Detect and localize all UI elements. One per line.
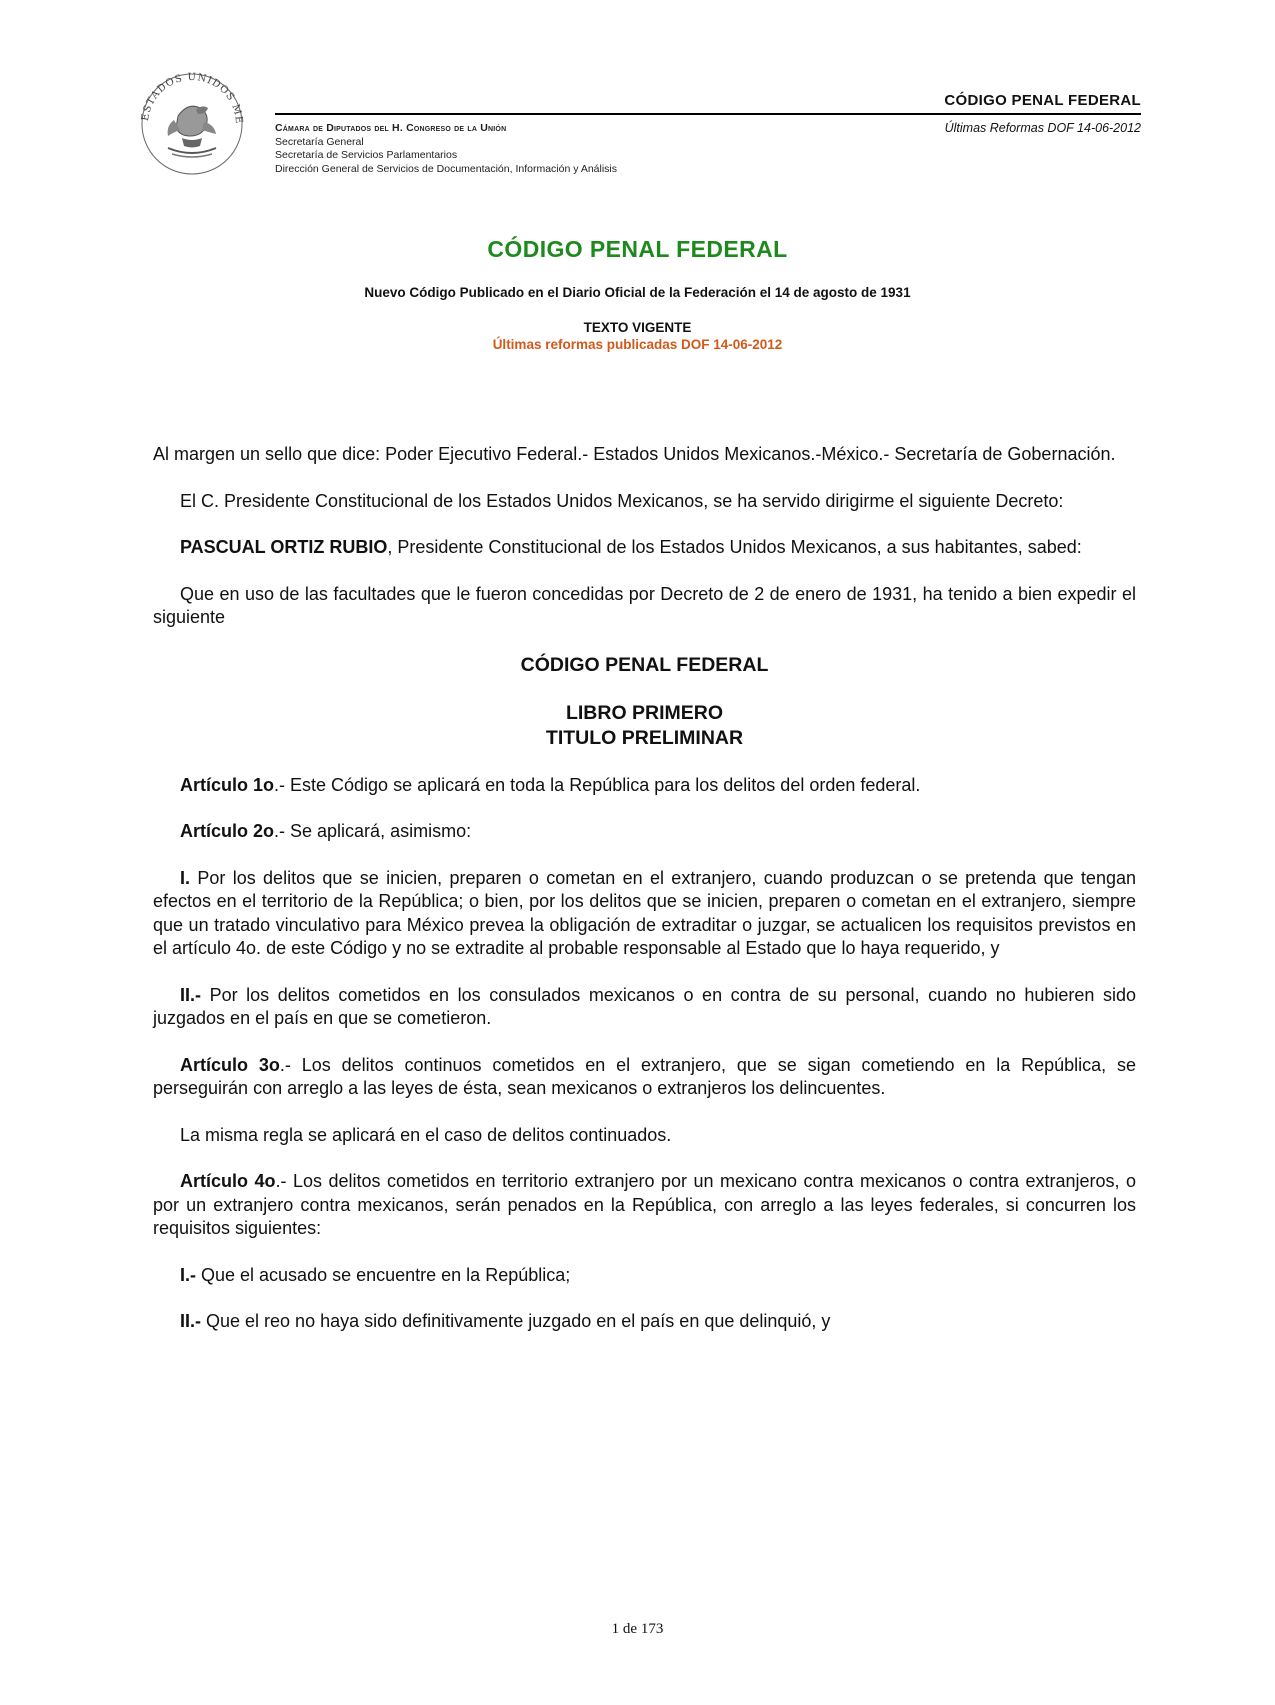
article-lead: Artículo 4o [180, 1171, 276, 1191]
article-lead: Artículo 1o [180, 774, 275, 795]
paragraph: El C. Presidente Constitucional de los Estados Unidos Mexicanos, se ha servido dirigirme el siguiente Decreto: [180, 490, 1064, 511]
article-fraction [153, 1264, 1136, 1288]
institution-line: Secretaría de Servicios Parlamentarios [275, 149, 458, 161]
article [153, 774, 1136, 798]
fraction-text: Por los delitos que se inicien, preparen o cometan en el extranjero, cuando produzcan o se pretenda que tengan efectos en el territorio de la República; o bien, por los delitos que se inicien, preparen o cometan en el extranjero, siempre que un tratado vinculativo para México prevea la obligación de extraditar o juzgar, se actualicen los requisitos previstos en el artículo 4o. de este Código y no se extradite al probable responsable al Estado que lo haya requerido, y [153, 867, 1136, 958]
paragraph-text: , Presidente Constitucional de los Estados Unidos Mexicanos, a sus habitantes, sabed: [387, 537, 1082, 557]
document-body [153, 443, 1136, 1357]
page-number: 1 de 173 [611, 1621, 664, 1637]
section-heading [153, 701, 1136, 751]
seal-ring-text: ESTADOS UNIDOS ME [139, 71, 245, 125]
article-fraction [153, 984, 1136, 1031]
institution-block [275, 122, 617, 176]
document-title: CÓDIGO PENAL FEDERAL [487, 236, 788, 262]
section-heading: CÓDIGO PENAL FEDERAL [520, 653, 769, 676]
status-label: TEXTO VIGENTE [583, 320, 692, 335]
header-title: CÓDIGO PENAL FEDERAL [944, 92, 1141, 109]
article-text: .- Los delitos cometidos en territorio extranjero por un mexicano contra mexicanos o contra extranjeros, o por un extranjero contra mexicanos, serán penados en la República, con arreglo a las leyes federales, si concurren los requisitos siguientes: [153, 1171, 1136, 1238]
article-text: .- Los delitos continuos cometidos en el extranjero, que se sigan cometiendo en la República, se perseguirán con arreglo a las leyes de ésta, sean mexicanos o extranjeros los delincuentes. [153, 1054, 1136, 1098]
fraction-text: Que el acusado se encuentre en la República; [196, 1264, 571, 1285]
article-text: .- Se aplicará, asimismo: [274, 821, 472, 841]
book-heading: LIBRO PRIMERO [565, 701, 724, 724]
header-document-title [944, 92, 1141, 109]
article-lead: Artículo 3o [180, 1054, 280, 1075]
paragraph [153, 536, 1136, 560]
national-seal-logo [138, 70, 246, 178]
title-heading: TITULO PRELIMINAR [545, 726, 744, 749]
title-block [0, 236, 1275, 352]
article [153, 1170, 1136, 1241]
publication-note: Nuevo Código Publicado en el Diario Oficial de la Federación el 14 de agosto de 1931 [364, 285, 911, 300]
article [153, 820, 1136, 844]
article-fraction [153, 867, 1136, 961]
paragraph: Al margen un sello que dice: Poder Ejecutivo Federal.- Estados Unidos Mexicanos.-México.- Secretaría de Gobernación. [153, 444, 1116, 464]
institution-line: Secretaría General [275, 135, 364, 148]
institution-line: Dirección General de Servicios de Documentación, Información y Análisis [275, 162, 617, 175]
fraction-lead: I.- [180, 1264, 196, 1285]
fraction-lead: I. [180, 867, 191, 888]
header-rule [275, 113, 1141, 115]
article [153, 1054, 1136, 1101]
fraction-lead: II.- [180, 1311, 201, 1331]
paragraph-lead: PASCUAL ORTIZ RUBIO [180, 537, 388, 557]
fraction-text: Por los delitos cometidos en los consulados mexicanos o en contra de su personal, cuando no hubieren sido juzgados en el país en que se cometieron. [153, 984, 1136, 1028]
paragraph: Que en uso de las facultades que le fueron concedidas por Decreto de 2 de enero de 1931, ha tenido a bien expedir el siguiente [153, 583, 1136, 627]
article-lead: Artículo 2o [180, 821, 275, 841]
institution-name: Cámara de Diputados del H. Congreso de la Unión [275, 122, 507, 134]
reforms-label: Últimas reformas publicadas DOF 14-06-2012 [492, 337, 783, 352]
fraction-text: Que el reo no haya sido definitivamente juzgado en el país en que delinquió, y [201, 1311, 831, 1331]
paragraph: La misma regla se aplicará en el caso de delitos continuados. [180, 1124, 672, 1145]
article-fraction [153, 1310, 1136, 1334]
header-last-reform: Últimas Reformas DOF 14-06-2012 [944, 121, 1141, 135]
fraction-lead: II.- [180, 984, 201, 1005]
article-text: .- Este Código se aplicará en toda la República para los delitos del orden federal. [274, 774, 921, 795]
